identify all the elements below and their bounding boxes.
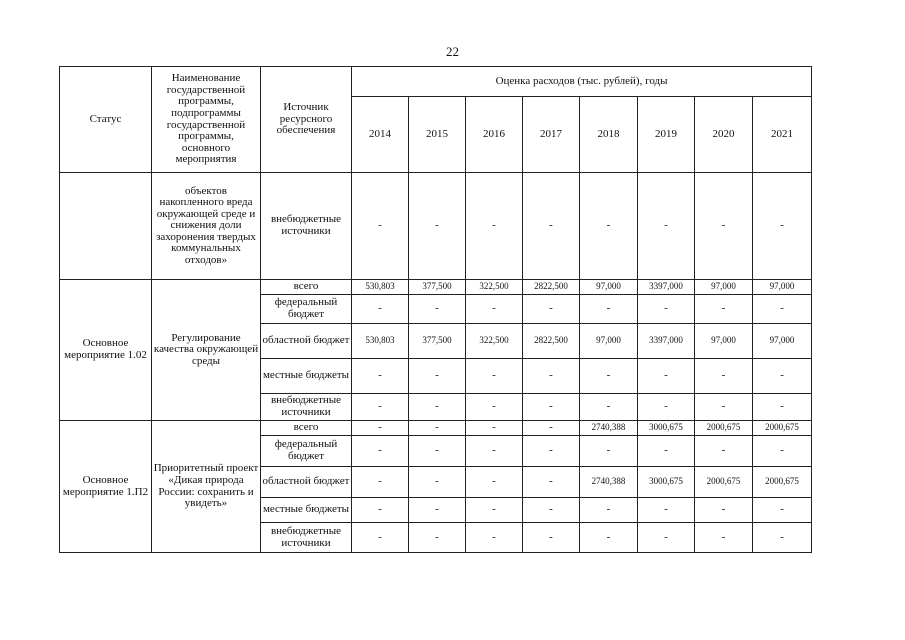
value-cell: - bbox=[409, 421, 466, 436]
value-cell: - bbox=[523, 394, 580, 421]
value-cell: 97,000 bbox=[695, 324, 753, 359]
value-cell: - bbox=[466, 359, 523, 394]
table-row bbox=[60, 173, 812, 280]
value-cell: 3000,675 bbox=[638, 467, 695, 498]
header-estimate: Оценка расходов (тыс. рублей), годы bbox=[352, 67, 812, 97]
value-cell: 377,500 bbox=[409, 280, 466, 295]
value-cell: - bbox=[466, 173, 523, 280]
value-cell: - bbox=[580, 359, 638, 394]
value-cell: - bbox=[638, 436, 695, 467]
value-cell: - bbox=[409, 173, 466, 280]
value-cell: - bbox=[352, 295, 409, 324]
value-cell: 97,000 bbox=[695, 280, 753, 295]
source-cell: всего bbox=[261, 280, 352, 295]
value-cell: - bbox=[695, 394, 753, 421]
table-row bbox=[60, 280, 812, 295]
value-cell: 2740,388 bbox=[580, 467, 638, 498]
value-cell: - bbox=[523, 523, 580, 553]
value-cell: 2000,675 bbox=[695, 467, 753, 498]
value-cell: - bbox=[409, 467, 466, 498]
source-cell: внебюджетные источники bbox=[261, 173, 352, 280]
value-cell: - bbox=[580, 173, 638, 280]
source-cell: внебюджетные источники bbox=[261, 394, 352, 421]
status-cell bbox=[60, 173, 152, 280]
page-number: 22 bbox=[446, 44, 459, 59]
value-cell: - bbox=[638, 295, 695, 324]
value-cell: 97,000 bbox=[753, 280, 812, 295]
value-cell: - bbox=[638, 394, 695, 421]
value-cell: - bbox=[695, 523, 753, 553]
value-cell: 97,000 bbox=[580, 280, 638, 295]
source-cell: федеральный бюджет bbox=[261, 295, 352, 324]
value-cell: - bbox=[466, 421, 523, 436]
value-cell: - bbox=[409, 436, 466, 467]
value-cell: - bbox=[695, 173, 753, 280]
value-cell: - bbox=[466, 467, 523, 498]
value-cell: - bbox=[352, 498, 409, 523]
value-cell: - bbox=[409, 498, 466, 523]
value-cell: - bbox=[352, 467, 409, 498]
program-name-cell: Приоритетный проект «Дикая природа России: сохранить и увидеть» bbox=[152, 421, 261, 553]
value-cell: - bbox=[352, 173, 409, 280]
value-cell: - bbox=[523, 295, 580, 324]
source-cell: областной бюджет bbox=[261, 324, 352, 359]
program-name-cell: Регулирование качества окружающей среды bbox=[152, 280, 261, 421]
value-cell: - bbox=[638, 173, 695, 280]
value-cell: 530,803 bbox=[352, 324, 409, 359]
value-cell: - bbox=[580, 498, 638, 523]
value-cell: 530,803 bbox=[352, 280, 409, 295]
value-cell: - bbox=[523, 498, 580, 523]
budget-table bbox=[59, 66, 812, 553]
value-cell: 3397,000 bbox=[638, 280, 695, 295]
header-year: 2017 bbox=[523, 97, 580, 173]
value-cell: - bbox=[352, 394, 409, 421]
value-cell: - bbox=[695, 436, 753, 467]
value-cell: 2000,675 bbox=[753, 421, 812, 436]
header-year: 2019 bbox=[638, 97, 695, 173]
header-year: 2016 bbox=[466, 97, 523, 173]
value-cell: - bbox=[523, 436, 580, 467]
value-cell: - bbox=[580, 436, 638, 467]
source-cell: всего bbox=[261, 421, 352, 436]
value-cell: 322,500 bbox=[466, 280, 523, 295]
value-cell: - bbox=[753, 523, 812, 553]
value-cell: - bbox=[523, 467, 580, 498]
value-cell: - bbox=[580, 394, 638, 421]
header-status: Статус bbox=[60, 67, 152, 173]
value-cell: - bbox=[352, 523, 409, 553]
header-year: 2015 bbox=[409, 97, 466, 173]
value-cell: - bbox=[753, 394, 812, 421]
value-cell: - bbox=[523, 421, 580, 436]
value-cell: 97,000 bbox=[580, 324, 638, 359]
value-cell: - bbox=[753, 295, 812, 324]
value-cell: - bbox=[466, 394, 523, 421]
value-cell: - bbox=[409, 523, 466, 553]
status-cell: Основное мероприятие 1.02 bbox=[60, 280, 152, 421]
value-cell: 2000,675 bbox=[695, 421, 753, 436]
value-cell: - bbox=[638, 498, 695, 523]
source-cell: внебюджетные источники bbox=[261, 523, 352, 553]
value-cell: - bbox=[466, 295, 523, 324]
value-cell: 97,000 bbox=[753, 324, 812, 359]
program-name-cell: объектов накопленного вреда окружающей среде и снижения доли захоронения твердых коммунальных отходов» bbox=[152, 173, 261, 280]
header-name: Наименование государственной программы, подпрограммы государственной программы, основного мероприятия bbox=[152, 67, 261, 173]
header-year: 2018 bbox=[580, 97, 638, 173]
value-cell: 2822,500 bbox=[523, 324, 580, 359]
value-cell: - bbox=[638, 359, 695, 394]
value-cell: - bbox=[409, 295, 466, 324]
value-cell: - bbox=[580, 295, 638, 324]
source-cell: областной бюджет bbox=[261, 467, 352, 498]
value-cell: - bbox=[695, 295, 753, 324]
value-cell: - bbox=[466, 498, 523, 523]
value-cell: - bbox=[523, 173, 580, 280]
value-cell: - bbox=[409, 394, 466, 421]
value-cell: 3000,675 bbox=[638, 421, 695, 436]
header-source: Источник ресурсного обеспечения bbox=[261, 67, 352, 173]
value-cell: - bbox=[753, 498, 812, 523]
value-cell: - bbox=[352, 359, 409, 394]
value-cell: - bbox=[409, 359, 466, 394]
value-cell: 377,500 bbox=[409, 324, 466, 359]
source-cell: местные бюджеты bbox=[261, 359, 352, 394]
source-cell: местные бюджеты bbox=[261, 498, 352, 523]
value-cell: - bbox=[753, 173, 812, 280]
value-cell: - bbox=[352, 421, 409, 436]
value-cell: - bbox=[580, 523, 638, 553]
value-cell: - bbox=[638, 523, 695, 553]
value-cell: 3397,000 bbox=[638, 324, 695, 359]
value-cell: - bbox=[466, 436, 523, 467]
header-year: 2021 bbox=[753, 97, 812, 173]
value-cell: 322,500 bbox=[466, 324, 523, 359]
value-cell: - bbox=[523, 359, 580, 394]
table-row bbox=[60, 421, 812, 436]
value-cell: 2000,675 bbox=[753, 467, 812, 498]
status-cell: Основное мероприятие 1.П2 bbox=[60, 421, 152, 553]
value-cell: - bbox=[695, 498, 753, 523]
source-cell: федеральный бюджет bbox=[261, 436, 352, 467]
value-cell: 2740,388 bbox=[580, 421, 638, 436]
header-year: 2014 bbox=[352, 97, 409, 173]
value-cell: - bbox=[695, 359, 753, 394]
value-cell: - bbox=[753, 359, 812, 394]
header-year: 2020 bbox=[695, 97, 753, 173]
value-cell: - bbox=[466, 523, 523, 553]
value-cell: - bbox=[753, 436, 812, 467]
value-cell: - bbox=[352, 436, 409, 467]
value-cell: 2822,500 bbox=[523, 280, 580, 295]
